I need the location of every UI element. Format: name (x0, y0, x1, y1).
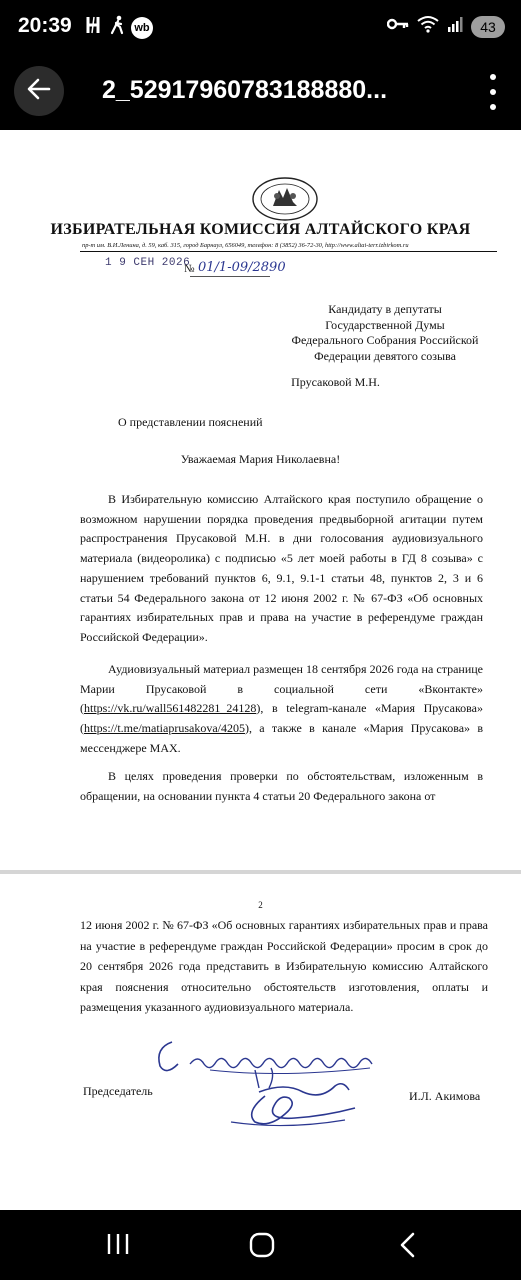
wb-icon: wb (131, 17, 153, 39)
more-vertical-icon (490, 74, 496, 80)
status-notification-icons (85, 15, 153, 40)
recipient-line: Кандидату в депутаты (328, 302, 442, 316)
signal-icon (447, 16, 463, 37)
more-options-button[interactable] (483, 74, 503, 110)
letter-subject: О представлении пояснений (118, 415, 263, 429)
vk-link[interactable]: https://vk.ru/wall561482281_24128 (84, 701, 257, 716)
back-button[interactable] (14, 66, 64, 116)
recipient-line: Федерального Собрания Российской (291, 333, 479, 347)
document-page-1 (0, 130, 521, 870)
body-paragraph-1: В Избирательную комиссию Алтайского края поступило обращение о возможном нарушении порядка проведения предвыборной агитации путем распространения Прусаковой М.Н. в дни голосования аудиовизуального материала (видеоролика) с подписью «5 лет моей работы в ГД 8 созыва» с нарушением требований пунктов 6, 9.1, 9.1-1 статьи 48, пунктов 2, 3 и 6 статьи 54 Федерального закона от 12 июня 2002 г. № 67-ФЗ «Об основных гарантиях избирательных прав и права на участие в референдуме граждан Российской Федерации». (80, 492, 483, 644)
recipient-line: Федерации девятого созыва (314, 348, 456, 363)
status-system-icons (387, 15, 505, 38)
status-time: 20:39 (18, 14, 72, 37)
handwritten-signature (225, 1064, 365, 1130)
arrow-left-icon (27, 78, 51, 105)
telegram-link[interactable]: https://t.me/matiaprusakova/4205 (84, 721, 245, 736)
number-label: № (184, 263, 195, 275)
walking-icon (109, 15, 125, 40)
body-paragraph-3: В целях проведения проверки по обстоятельствам, изложенным в обращении, на основании пункта 4 статьи 20 Федерального закона от (80, 769, 483, 803)
signer-title: Председатель (83, 1084, 153, 1098)
body-paragraph-2 (80, 660, 483, 759)
document-page-2 (0, 874, 521, 1210)
number-underline (190, 276, 270, 277)
back-nav-button[interactable] (398, 1232, 416, 1263)
date-stamp: 1 9 СЕН 2026 (105, 257, 191, 269)
h-icon (85, 15, 103, 40)
page-number: 2 (258, 900, 263, 910)
body-paragraph-4: 12 июня 2002 г. № 67-ФЗ «Об основных гарантиях избирательных прав и права на участие в референдуме граждан Российской Федерации» просим в срок до 20 сентября 2026 года представить в Избирательную комиссию Алтайского края пояснения относительно обстоятельств изготовления, оплаты и размещения указанного аудиовизуального материала. (80, 918, 488, 1014)
app-bar (0, 60, 521, 130)
signer-name: И.Л. Акимова (409, 1089, 481, 1103)
recipient-line: Государственной Думы (325, 317, 445, 332)
organization-address: пр-т им. В.И.Ленина, д. 59, каб. 315, город Барнаул, 656049, телефон: 8 (3852) 36-72-30, http://www.altai-terr.izbirkom.ru (82, 242, 409, 249)
commission-emblem (251, 176, 319, 222)
recipient-name: Прусаковой М.Н. (291, 375, 380, 389)
home-button[interactable] (249, 1232, 275, 1263)
status-bar (0, 0, 521, 60)
wifi-icon (417, 15, 439, 38)
battery-indicator: 43 (471, 16, 505, 38)
recent-apps-icon (106, 1243, 130, 1260)
recent-apps-button[interactable] (106, 1232, 130, 1261)
paragraph-text: Аудиовизуальный материал размещен 18 сентября 2026 года на странице Марии Прусаковой в социальной сети «Вконтакте» ( (80, 662, 483, 716)
header-divider (80, 251, 497, 252)
key-icon (387, 17, 409, 36)
document-title: 2_52917960783188880... (102, 76, 388, 104)
home-icon (249, 1245, 275, 1262)
document-viewer[interactable] (0, 130, 521, 1210)
recipient-block (280, 302, 490, 364)
organization-name: ИЗБИРАТЕЛЬНАЯ КОМИССИЯ АЛТАЙСКОГО КРАЯ (50, 221, 471, 238)
navigation-bar (0, 1210, 521, 1280)
chevron-left-icon (398, 1245, 416, 1262)
paragraph-text: ), а также в канале «Мария Прусакова» в мессенджере MAX. (80, 721, 483, 755)
registration-number: 01/1-09/2890 (198, 260, 286, 275)
salutation: Уважаемая Мария Николаевна! (180, 452, 341, 466)
paragraph-text: ), в telegram-канале «Мария Прусакова» ( (80, 701, 483, 736)
